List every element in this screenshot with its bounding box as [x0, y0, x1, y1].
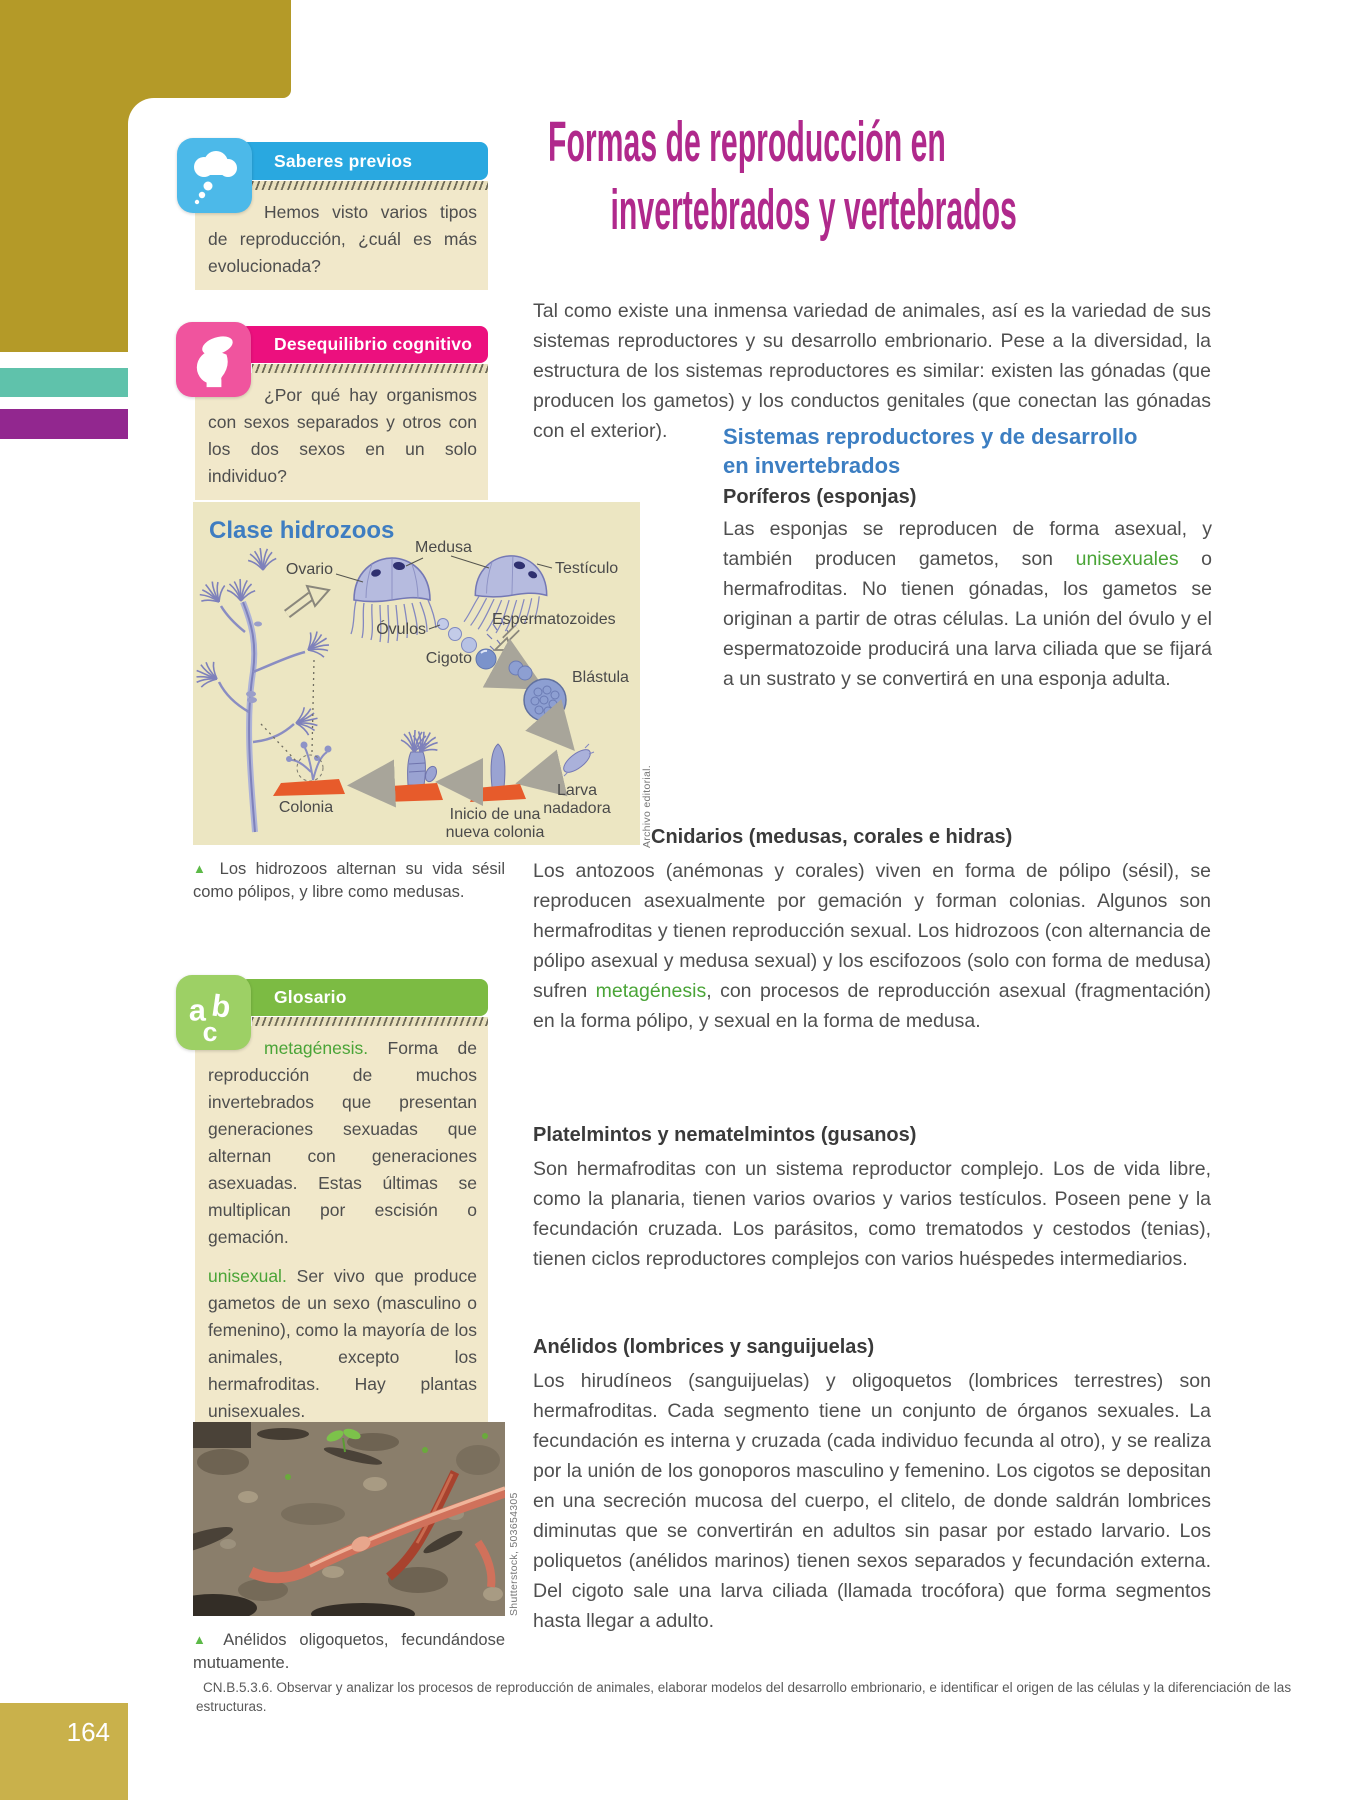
paragraph-poriferos: Las esponjas se reproducen de forma asexual, y también producen gametos, son unisexuales o hermafroditas. No tienen gónadas, los gametos se originan a partir de otras células. La unión del óvulo y el espermatozoide producirá una larva ciliada que se fijará a un sustrato y se convertirá en una esponja adulta.	[723, 518, 1213, 690]
earthworms-photo	[193, 1422, 505, 1616]
hydrozoa-lifecycle-diagram	[193, 502, 640, 845]
label-inicio-1: Inicio de una	[449, 806, 541, 823]
glossary-entry: unisexual. Ser vivo que produce gametos de un sexo (masculino o femenino), como la mayoría de los animales, excepto los hermafroditas. Hay plantas unisexuales.	[208, 1266, 477, 1421]
glossary-term: unisexual.	[208, 1266, 287, 1286]
saberes-hatch-strip	[252, 181, 488, 190]
page-title-line2: invertebrados y vertebrados	[610, 178, 1017, 242]
photo-caption: ▲ Anélidos oligoquetos, fecundándose mutuamente.	[193, 1631, 505, 1672]
caption-triangle-icon: ▲	[193, 1632, 215, 1647]
icon-letter-c: c	[202, 1017, 218, 1048]
glosario-title: Glosario	[274, 987, 347, 1007]
label-larva-1: Larva	[556, 782, 598, 799]
purple-stripe	[0, 409, 128, 439]
polyp-to-colony-arrow	[359, 784, 383, 785]
desequilibrio-title: Desequilibrio cognitivo	[274, 334, 473, 354]
icon-letter-a: a	[188, 993, 206, 1028]
glosario-hatch-strip	[252, 1017, 488, 1026]
blastula-sphere	[524, 679, 566, 721]
glossary-entry: metagénesis. Forma de reproducción de muchos invertebrados que presentan generaciones sexuadas que alternan con generaciones asexuadas. Estas últimas se multiplican por escisión o gemación.	[208, 1038, 477, 1247]
open-head-icon	[176, 322, 251, 402]
label-blastula: Blástula	[572, 669, 629, 686]
paragraph-anelidos: Los hirudíneos (sanguijuelas) y oligoquetos (lombrices terrestres) son hermafroditas. Cada segmento tiene un conjunto de órganos sexuales. La fecundación es interna y cruzada (cada individuo fecunda al otro), y se realiza por la unión de los gonoporos masculino y femenino. Los cigotos se depositan en una secreción mucosa del cuerpo, el clitelo, de donde saldrán lombrices diminutas que se convertirán en adultos sin pasar por estado larvario. Los poliquetos (anélidos marinos) tienen sexos separados y fecundación externa. Del cigoto sale una larva ciliada (llamada trocófora) que forma segmentos hasta llegar a adulto.	[533, 1370, 1211, 1632]
label-espermatozoides: Espermatozoides	[492, 611, 616, 628]
section-main-heading: Sistemas reproductores y de desarrollo en invertebrados	[723, 424, 1138, 478]
abc-icon	[176, 975, 251, 1055]
label-colonia: Colonia	[278, 799, 334, 816]
glosario-header-bar	[240, 979, 488, 1016]
caption-triangle-icon: ▲	[193, 861, 211, 876]
label-medusa: Medusa	[415, 539, 472, 556]
page-title-line1: Formas de reproducción en	[548, 110, 946, 174]
keyword-metagenesis: metagénesis	[595, 980, 707, 1002]
icon-letter-b: b	[209, 988, 233, 1025]
desequilibrio-text: ¿Por qué hay organismos con sexos separados y otros con los dos sexos en un solo individuo?	[208, 385, 477, 486]
heading-platelmintos: Platelmintos y nematelmintos (gusanos)	[533, 1124, 917, 1146]
heading-anelidos: Anélidos (lombrices y sanguijuelas)	[533, 1336, 875, 1358]
photo-credit: Shutterstock, 503654305	[508, 1492, 520, 1616]
paragraph-platelmintos: Son hermafroditas con un sistema reproductor complejo. Los de vida libre, como la planaria, tienen varios ovarios y varios testículos. Poseen pene y la fecundación cruzada. Los parásitos, como trematodos y cestodos (tenias), tienen ciclos reproductores complejos con varios huéspedes intermediarios.	[533, 1158, 1211, 1270]
diagram-caption: ▲ Los hidrozoos alternan su vida sésil como pólipos, y libre como medusas.	[193, 860, 505, 901]
saberes-previos-text: Hemos visto varios tipos de reproducción, ¿cuál es más evolucionada?	[208, 202, 477, 276]
label-inicio-2: nueva colonia	[445, 824, 545, 841]
glossary-term: metagénesis.	[264, 1038, 369, 1058]
diagram-credit: Archivo editorial.	[641, 764, 653, 848]
desequilibrio-header-bar	[240, 326, 488, 363]
label-cigoto: Cigoto	[425, 650, 472, 667]
paragraph-cnidarios: Los antozoos (anémonas y corales) viven en forma de pólipo (sésil), se reproducen asexualmente por gemación y forman colonias. Algunos son hermafroditas y tienen reproducción sexual. Los hidrozoos (con alternancia de pólipo asexual y medusa sexual) y los escifozoos (solo con forma de medusa) sufren metagénesis, con procesos de reproducción asexual (fragmentación) en la forma pólipo, y sexual en la forma de medusa.	[533, 860, 1211, 1032]
saberes-previos-header-bar	[240, 142, 488, 180]
desequilibrio-hatch-strip	[252, 364, 488, 373]
label-ovario: Ovario	[285, 561, 333, 578]
heading-cnidarios: Cnidarios (medusas, corales e hidras)	[651, 826, 1013, 848]
heading-poriferos: Poríferos (esponjas)	[723, 486, 917, 508]
label-ovulos: Óvulos	[376, 621, 426, 638]
label-testiculo: Testículo	[555, 560, 619, 577]
page-number: 164	[0, 1703, 128, 1800]
intro-paragraph: Tal como existe una inmensa variedad de animales, así es la variedad de sus sistemas reproductores y su desarrollo embrionario. Pese a la diversidad, la estructura de los sistemas reproductores es similar: existen las gónadas (que producen los gametos) y los conductos genitales (que conectan las gónadas con el exterior).	[533, 300, 1211, 442]
glosario-body	[195, 1026, 488, 1435]
keyword-unisexuales: unisexuales	[1075, 548, 1179, 570]
label-larva-2: nadadora	[543, 800, 611, 817]
curriculum-footer: CN.B.5.3.6. Observar y analizar los procesos de reproducción de animales, elaborar modelos del desarrollo embrionario, e identificar el origen de las células y la diferenciación de las estructuras.	[196, 1680, 1292, 1714]
thought-cloud-icon	[177, 138, 252, 218]
page-title	[548, 108, 1308, 244]
saberes-previos-title: Saberes previos	[274, 151, 413, 171]
teal-stripe	[0, 368, 128, 397]
diagram-title: Clase hidrozoos	[209, 517, 395, 544]
gold-corner-column	[0, 0, 128, 352]
